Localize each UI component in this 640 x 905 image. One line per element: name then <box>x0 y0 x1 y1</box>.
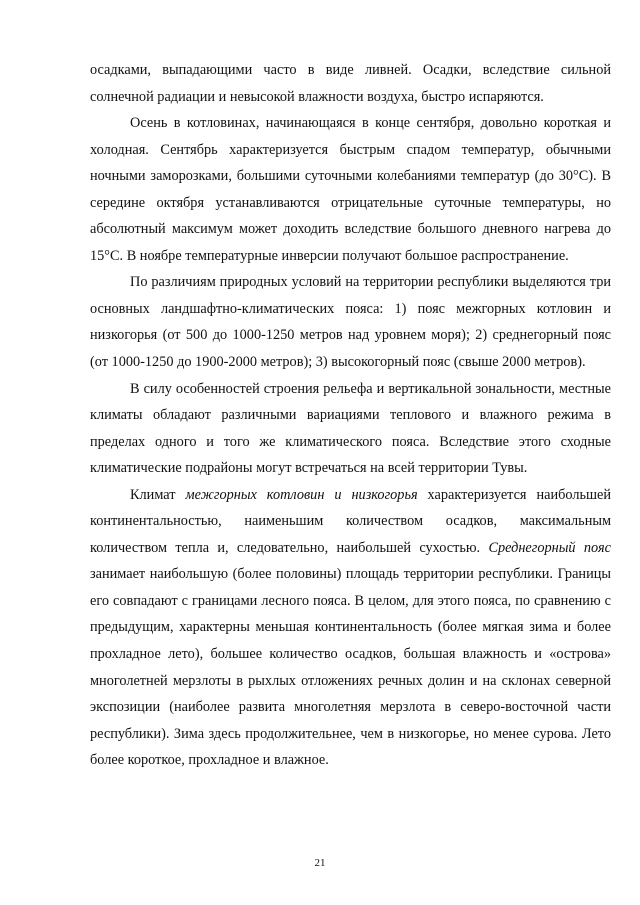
text-body <box>90 57 611 774</box>
text-run: Осень в котловинах, начинающаяся в конце сентября, довольно короткая и холодная. Сентябрь характеризуется быстрым спадом температур, обычными ночными заморозками, большими суточными колебаниями температур (до 30°С). В середине октября устанавливаются отрицательные суточные температуры, но абсолютный максимум может доходить вследствие большого дневного нагрева до 15°С. В ноябре температурные инверсии получают большое распространение. <box>90 115 611 264</box>
paragraph-p5 <box>90 482 611 774</box>
paragraph-p4 <box>90 376 611 482</box>
paragraph-p3 <box>90 269 611 375</box>
paragraph-p1 <box>90 57 611 110</box>
text-run: В силу особенностей строения рельефа и вертикальной зональности, местные климаты обладают различными вариациями теплового и влажного режима в пределах одного и того же климатического пояса. Вследствие этого сходные климатические подрайоны могут встречаться на всей территории Тувы. <box>90 380 611 477</box>
text-run: По различиям природных условий на территории республики выделяются три основных ландшафтно-климатических пояса: 1) пояс межгорных котловин и низкогорья (от 500 до 1000-1250 метров над уровнем моря); 2) среднегорный пояс (от 1000-1250 до 1900-2000 метров); 3) высокогорный пояс (свыше 2000 метров). <box>90 274 611 371</box>
italic-term: Среднегорный пояс <box>488 539 611 556</box>
text-run: характеризуется наибольшей континентальностью, наименьшим количеством осадков, максимальным количеством тепла и, следовательно, наибольшей сухостью. <box>90 486 611 556</box>
text-run: осадками, выпадающими часто в виде ливней. Осадки, вследствие сильной солнечной радиации и невысокой влажности воздуха, быстро испаряются. <box>90 62 611 105</box>
paragraph-p2 <box>90 110 611 269</box>
italic-term: межгорных котловин и низкогорья <box>185 486 418 503</box>
page-number: 21 <box>314 857 326 869</box>
text-run: Климат <box>130 486 186 503</box>
text-run: занимает наибольшую (более половины) площадь территории республики. Границы его совпадают с границами лесного пояса. В целом, для этого пояса, по сравнению с предыдущим, характерны меньшая континентальность (более мягкая зима и более прохладное лето), большее количество осадков, большая влажность и «острова» многолетней мерзлоты в рыхлых отложениях речных долин и на склонах северной экспозиции (наиболее развита многолетняя мерзлота в северо-восточной части республики). Зима здесь продолжительнее, чем в низкогорье, но менее сурова. Лето более короткое, прохладное и влажное. <box>90 566 611 769</box>
